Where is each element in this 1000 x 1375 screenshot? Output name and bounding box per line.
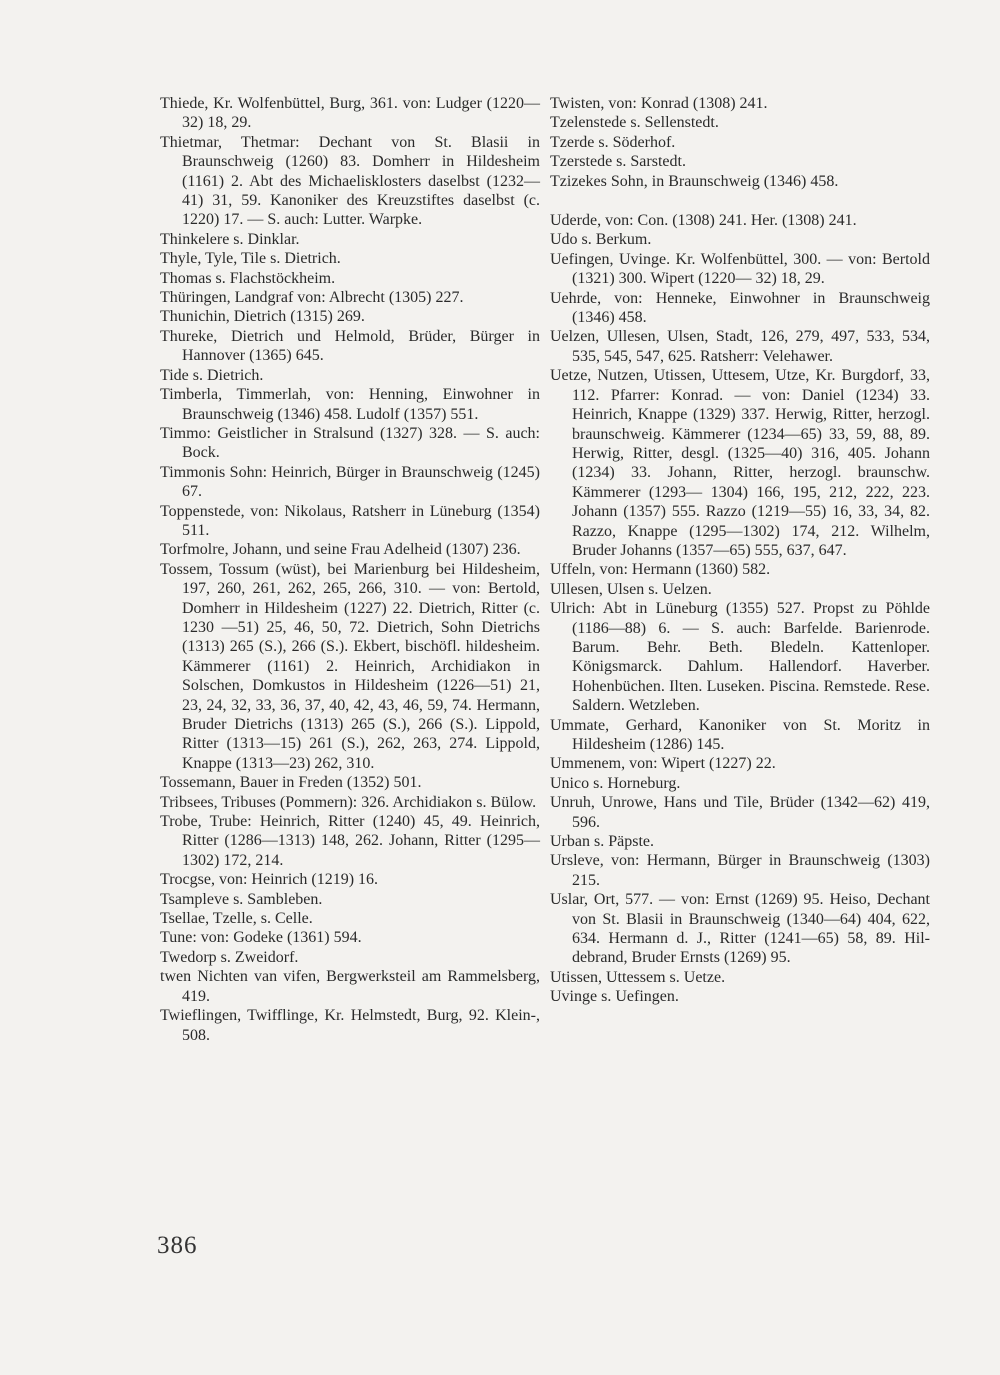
index-entry: Trocgse, von: Heinrich (1219) 16. — [160, 871, 379, 889]
index-entry: Ullesen, Ulsen s. Uelzen. — [550, 580, 712, 598]
index-entry: Twedorp s. Zweidorf. — [160, 948, 299, 966]
index-entry: Urban s. Päpste. — [550, 833, 654, 851]
index-entry: Timmo: Geistlicher in Stralsund (1327) 328. — S. auch: Bock. — [160, 424, 540, 462]
index-entry: Utissen, Uttessem s. Uetze. — [550, 968, 726, 986]
index-entry: Unruh, Unrowe, Hans und Tile, Brüder (1342—62) 419, 596. — [550, 794, 930, 831]
index-entry: Tide s. Dietrich. — [160, 366, 264, 384]
index-entry: Uetze, Nutzen, Utissen, Uttesem, Utze, Kr. Burgdorf, 33, 112. Pfarrer: Konrad. — von: Daniel (1234) 33. Heinrich, Knappe (1329) 337. Herwig, Ritter, herzogl. braunschweig. Kämmerer (1234—65) 33, 59, 88, 89. Herwig, Ritter, desgl. (1325—40) 316, 405. Johann (1234) 33. Johann, Ritter, herzogl. braunschw. Kämmerer (1293— 1304) 166, 195, 212, 222, 223. Johann (1357) 555. Razzo (1219—55) 16, 33, 34, 82. Razzo, Knappe (1295—1302) 174, 212. Wilhelm, Bruder Johanns (1357—65) 555, 637, 647. — [550, 367, 930, 559]
index-entry: Unico s. Horneburg. — [550, 774, 681, 792]
index-entry: Ummenem, von: Wipert (1227) 22. — [550, 755, 776, 773]
left-column — [160, 94, 540, 1045]
index-entry: Thinkelere s. Dinklar. — [160, 230, 300, 248]
index-entry: Tsampleve s. Sambleben. — [160, 890, 323, 908]
index-entry: Timberla, Timmerlah, von: Henning, Einwohner in Braunschweig (1346) 458. Ludolf (1357) 551. — [160, 386, 540, 423]
index-entry: Tsellae, Tzelle, s. Celle. — [160, 910, 313, 928]
index-entry: Uffeln, von: Hermann (1360) 582. — [550, 561, 771, 579]
index-entry: Toppenstede, von: Nikolaus, Ratsherr in Lüneburg (1354) 511. — [160, 502, 540, 539]
index-entry: Tzelenstede s. Sellenstedt. — [550, 114, 719, 132]
index-entry: Uderde, von: Con. (1308) 241. Her. (1308) 241. — [550, 212, 857, 230]
index-entry: Tune: von: Godeke (1361) 594. — [160, 929, 362, 947]
index-entry: Thietmar, Thetmar: Dechant von St. Blasii in Braunschweig (1260) 83. Domherr in Hildesheim (1161) 2. Abt des Michaelisklosters daselbst (1232—41) 31, 59. Kanoniker des Kreuzstiftes daselbst (c. 1220) 17. — S. auch: Lutter. Warpke. — [160, 133, 540, 229]
page-number: 386 — [157, 1232, 198, 1259]
index-entry: Ursleve, von: Hermann, Bürger in Braunschweig (1303) 215. — [550, 852, 930, 889]
right-column — [550, 94, 930, 1007]
index-entry: Ulrich: Abt in Lüneburg (1355) 527. Propst zu Pöhlde (1186—88) 6. — S. auch: Barfelde. Barienrode. Barum. Behr. Beth. Bledeln. Kattenloper. Königsmarck. Dahlum. Hallendorf. Haverber. Hohenbüchen. Ilten. Luseken. Piscina. Remstede. Rese. Saldern. Wetzleben. — [550, 600, 930, 715]
index-entry: Tzizekes Sohn, in Braunschweig (1346) 458. — [550, 172, 839, 190]
index-entry: Tossemann, Bauer in Freden (1352) 501. — [160, 774, 422, 792]
index-entry: Thüringen, Landgraf von: Albrecht (1305) 227. — [160, 289, 464, 307]
index-entry: Uelzen, Ullesen, Ulsen, Stadt, 126, 279, 497, 533, 534, 535, 545, 547, 625. Ratsherr: Velehawer. — [550, 328, 930, 365]
index-entry: Tossem, Tossum (wüst), bei Marienburg bei Hildesheim, 197, 260, 261, 262, 265, 266, 310. — von: Bertold, Domherr in Hildesheim (1227) 22. Dietrich, Ritter (c. 1230 —51) 25, 46, 50, 72. Dietrich, Sohn Dietrichs (1313) 265 (S.), 266 (S.). Ekbert, bischöfl. hildesheim. Kämmerer (1161) 2. Heinrich, Archidiakon in Solschen, Domkustos in Hildesheim (1226—51) 21, 23, 24, 32, 33, 36, 37, 40, 42, 43, 46, 59, 74. Hermann, Bruder Dietrichs (1313) 265 (S.), 266 (S.). Lippold, Ritter (1313—15) 261 (S.), 262, 263, 274. Lippold, Knappe (1313—23) 262, 310. — [160, 560, 540, 772]
index-entry: twen Nichten van vifen, Bergwerksteil am Rammelsberg, 419. — [160, 968, 540, 1005]
index-entry: Twisten, von: Konrad (1308) 241. — [550, 95, 768, 112]
index-entry: Thureke, Dietrich und Helmold, Brüder, Bürger in Hannover (1365) 645. — [160, 327, 540, 365]
index-entry: Thomas s. Flachstöckheim. — [160, 269, 336, 287]
index-entry: Thunichin, Dietrich (1315) 269. — [160, 308, 365, 326]
index-entry: Torfmolre, Johann, und seine Frau Adelheid (1307) 236. — [160, 541, 521, 559]
letter-section-gap — [550, 191, 930, 211]
index-entry: Uslar, Ort, 577. — von: Ernst (1269) 95. Heiso, Dechant von St. Blasii in Braunschweig (1340—64) 404, 622, 634. Hermann d. J., Ritter (1241—65) 58, 89. Hildebrand, Bruder Ernsts (1269) 95. — [550, 891, 930, 967]
index-entry: Tribsees, Tribuses (Pommern): 326. Archidiakon s. Bülow. — [160, 793, 537, 811]
index-entry: Uehrde, von: Henneke, Einwohner in Braunschweig (1346) 458. — [550, 289, 930, 327]
index-entry: Tzerde s. Söderhof. — [550, 133, 676, 151]
index-entry: Thyle, Tyle, Tile s. Dietrich. — [160, 250, 341, 268]
index-entry: Thiede, Kr. Wolfenbüttel, Burg, 361. von: Ludger (1220—32) 18, 29. — [160, 95, 540, 132]
index-entry: Trobe, Trube: Heinrich, Ritter (1240) 45, 49. Heinrich, Ritter (1286—1313) 148, 262. Johann, Ritter (1295—1302) 172, 214. — [160, 813, 540, 869]
index-entry: Udo s. Berkum. — [550, 231, 652, 249]
index-entry: Timmonis Sohn: Heinrich, Bürger in Braunschweig (1245) 67. — [160, 463, 540, 501]
index-entry: Uvinge s. Uefingen. — [550, 988, 679, 1006]
index-entry: Uefingen, Uvinge. Kr. Wolfenbüttel, 300. — von: Bertold (1321) 300. Wipert (1220— 32) 18, 29. — [550, 250, 930, 288]
index-entry: Tzerstede s. Sarstedt. — [550, 153, 686, 171]
index-entry: Ummate, Gerhard, Kanoniker von St. Moritz in Hildesheim (1286) 145. — [550, 716, 930, 753]
index-entry: Twieflingen, Twifflinge, Kr. Helmstedt, Burg, 92. Klein-, 508. — [160, 1007, 540, 1044]
